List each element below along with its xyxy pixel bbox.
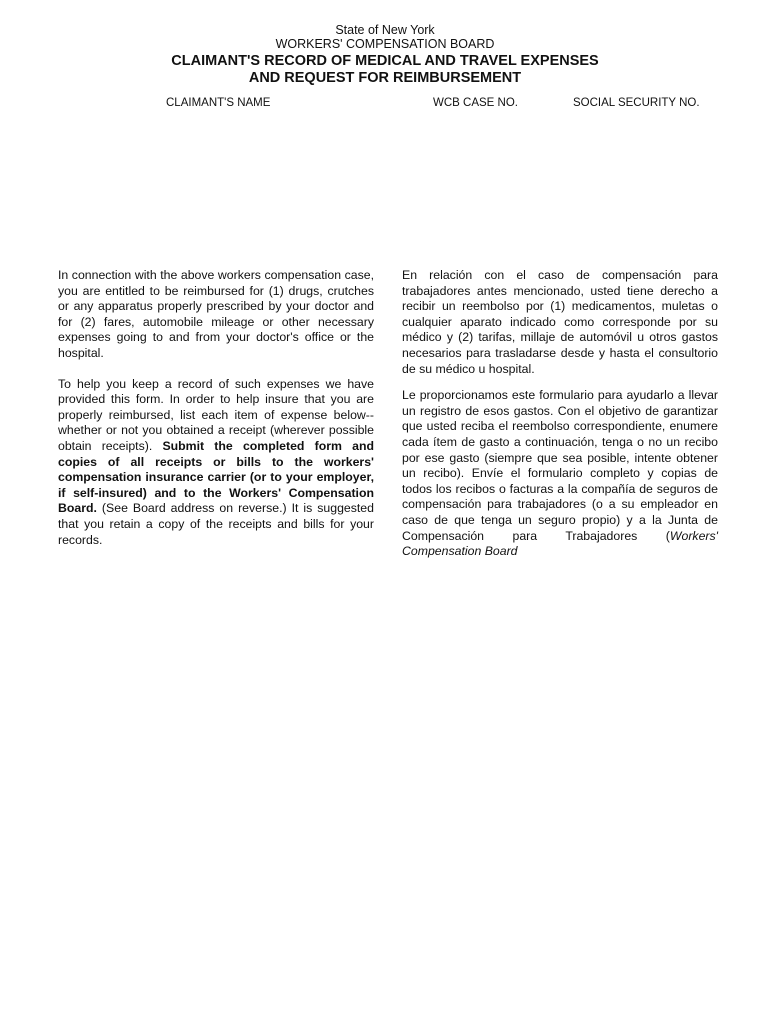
spanish-paragraph-2-text: Le proporcionamos este formulario para ayudarlo a llevar un registro de esos gastos. Con el objetivo de garantizar que usted reciba el reembolso correspondiente, enumere cada ítem de gasto a continuación, tenga o no un recibo por ese gasto (siempre que sea posible, intente obtener un recibo). Envíe el formulario completo y copias de todos los recibos o facturas a la compañía de seguros de compensación para trabajadores (o a su empleador en caso de que tenga un seguro propio) y a la Junta de Compensación para Trabajadores ( <box>402 388 718 543</box>
state-name: State of New York <box>335 23 435 37</box>
english-paragraph-1: In connection with the above workers compensation case, you are entitled to be reimbursed for (1) drugs, crutches or any apparatus properly prescribed by your doctor and for (2) fares, automobile mileage or other necessary expenses going to and from your doctor's office or the hospital. <box>58 268 374 360</box>
form-title-line2: AND REQUEST FOR REIMBURSEMENT <box>248 70 522 86</box>
english-paragraph-2 <box>58 377 374 549</box>
english-paragraph-2-end: (See Board address on reverse.) It is suggested that you retain a copy of the receipts and bills for your records. <box>58 501 374 547</box>
english-instructions <box>58 268 374 548</box>
form-title-line1: CLAIMANT'S RECORD OF MEDICAL AND TRAVEL EXPENSES <box>171 53 599 69</box>
wcb-case-no-label: WCB CASE NO. <box>433 97 518 109</box>
english-submit-instruction: Submit the completed form and copies of all receipts or bills to the workers' compensation insurance carrier (or to your employer, if self-insured) and to the Workers' Compensation Board. <box>58 438 375 516</box>
claimant-name-label: CLAIMANT'S NAME <box>166 97 271 109</box>
english-paragraph-2-text: To help you keep a record of such expenses we have provided this form. In order to help insure that you are properly reimbursed, list each item of expense below--whether or not you obtained a receipt (wherever possible obtain receipts). <box>58 376 374 453</box>
spanish-paragraph-1: En relación con el caso de compensación para trabajadores antes mencionado, usted tiene derecho a recibir un reembolso por (1) medicamentos, muletas o cualquier aparato indicado como corresponde por su médico y (2) tarifas, millaje de automóvil u otros gastos necesarios para trasladarse desde y hasta el consultorio de su médico u hospital. <box>402 268 718 376</box>
spanish-instructions <box>402 268 718 560</box>
spanish-paragraph-2 <box>402 388 718 560</box>
board-name: WORKERS' COMPENSATION BOARD <box>275 37 495 51</box>
social-security-no-label: SOCIAL SECURITY NO. <box>573 97 700 109</box>
spanish-board-name: Workers' Compensation Board <box>402 528 718 559</box>
